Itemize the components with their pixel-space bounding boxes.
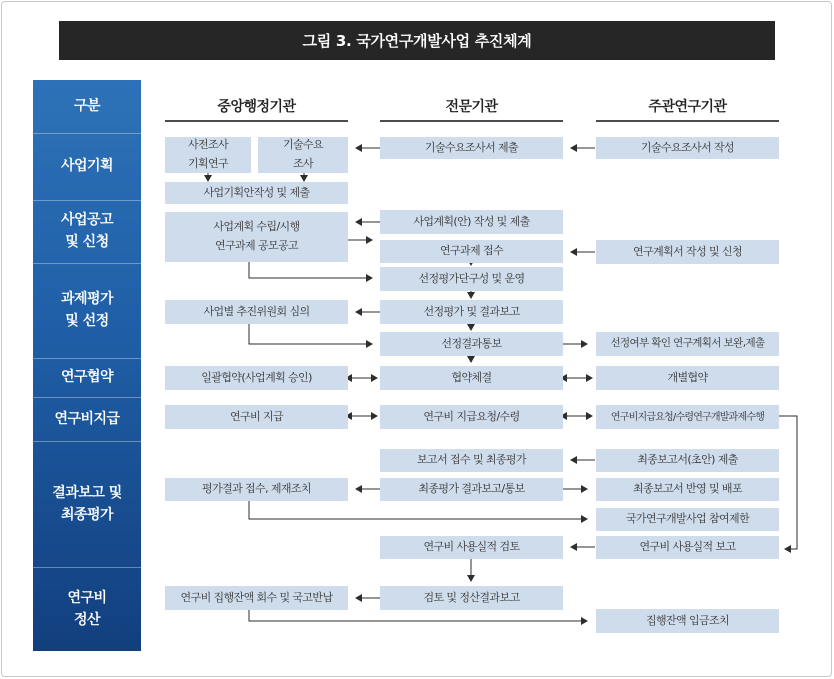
- box-inst-fund-exec: 연구비지급요청/수령연구개발과제수행: [596, 405, 779, 429]
- box-tech-demand-line1: 기술수요: [282, 138, 324, 152]
- figure-title: 그림 3. 국가연구개발사업 추진체계: [59, 21, 775, 60]
- box-plan-drafting: 사업기획안작성 및 제출: [165, 182, 348, 204]
- column-header-institute: 주관연구기관: [648, 98, 727, 115]
- box-individual-agreement: 개별협약: [596, 366, 779, 390]
- box-tech-demand-line2: 조사: [292, 157, 314, 170]
- box-prelim-survey: [165, 137, 251, 173]
- box-final-report-reflect: 최종보고서 반영 및 배포: [596, 478, 779, 501]
- stage-reporting-line2: 최종평가: [60, 506, 114, 523]
- stage-announcement-line2: 및 신청: [65, 234, 109, 250]
- box-eval-team: 선정평가단구성 및 운영: [380, 267, 563, 291]
- arrow-return-to-deposit: [249, 610, 587, 621]
- box-project-receipt: 연구과제 접수: [380, 240, 563, 263]
- stage-funding: 연구비지급: [54, 410, 120, 427]
- box-balance-deposit: 집행잔액 입금조치: [596, 609, 779, 633]
- box-inst-revise: 선정여부 확인 연구계획서 보완,제출: [596, 332, 779, 356]
- arrow-result-to-restriction: [249, 501, 587, 519]
- box-committee-review: 사업별 추진위원회 심의: [165, 300, 348, 324]
- arrow-inst-exec-to-usage-report: [779, 416, 797, 549]
- stage-evaluation-line1: 과제평가: [60, 291, 114, 308]
- box-plan-establish: [165, 212, 348, 262]
- stage-header: 구분: [73, 97, 101, 114]
- box-balance-return: 연구비 집행잔액 회수 및 국고반납: [165, 586, 348, 610]
- box-plan-draft-submit: 사업계획(안) 작성 및 제출: [380, 210, 563, 234]
- box-inst-demand-write: 기술수요조사서 작성: [596, 137, 779, 159]
- box-settlement-report: 검토 및 정산결과보고: [380, 586, 563, 610]
- box-usage-review: 연구비 사용실적 검토: [380, 536, 563, 559]
- box-final-report-draft: 최종보고서(초안) 제출: [596, 449, 779, 472]
- stage-reporting-line1: 결과보고 및: [52, 484, 122, 501]
- arrow-committee-to-notice: [249, 324, 372, 344]
- box-fund-request: 연구비 지급요청/수령: [380, 405, 563, 429]
- box-agency-demand-submit: 기술수요조사서 제출: [380, 137, 563, 159]
- box-report-receipt: 보고서 접수 및 최종평가: [380, 449, 563, 472]
- stage-announcement-line1: 사업공고: [60, 212, 114, 229]
- box-fund-pay: 연구비 지급: [165, 405, 348, 429]
- box-restriction: 국가연구개발사업 참여제한: [596, 508, 779, 531]
- box-tech-demand: [258, 137, 348, 173]
- box-prelim-survey-line2: 기획연구: [187, 157, 229, 170]
- column-header-agency: 전문기관: [445, 98, 498, 115]
- stage-settlement-line1: 연구비: [67, 589, 107, 606]
- box-plan-establish-line2: 연구과제 공모공고: [214, 239, 299, 252]
- box-eval-report: 선정평가 및 결과보고: [380, 300, 563, 324]
- box-usage-report: 연구비 사용실적 보고: [596, 536, 779, 559]
- box-agreement-sign: 협약체결: [380, 366, 563, 390]
- box-final-eval-report: 최종평가 결과보고/통보: [380, 478, 563, 501]
- stage-planning: 사업기획: [60, 158, 114, 175]
- box-result-receipt: 평가결과 접수, 제재조치: [165, 478, 348, 501]
- stage-evaluation-line2: 및 선정: [65, 313, 109, 329]
- stage-agreement: 연구협약: [60, 369, 114, 386]
- box-plan-establish-line1: 사업계획 수립/시행: [213, 220, 300, 234]
- stage-settlement-line2: 정산: [73, 611, 101, 628]
- box-batch-agreement: 일괄협약(사업계획 승인): [165, 366, 348, 390]
- column-header-ministry: 중앙행정기관: [217, 98, 296, 115]
- arrow-ministry-to-eval-team: [249, 262, 372, 278]
- box-prelim-survey-line1: 사전조사: [187, 138, 229, 152]
- box-inst-plan-apply: 연구계획서 작성 및 신청: [596, 240, 779, 264]
- box-selection-notice: 선정결과통보: [380, 332, 563, 356]
